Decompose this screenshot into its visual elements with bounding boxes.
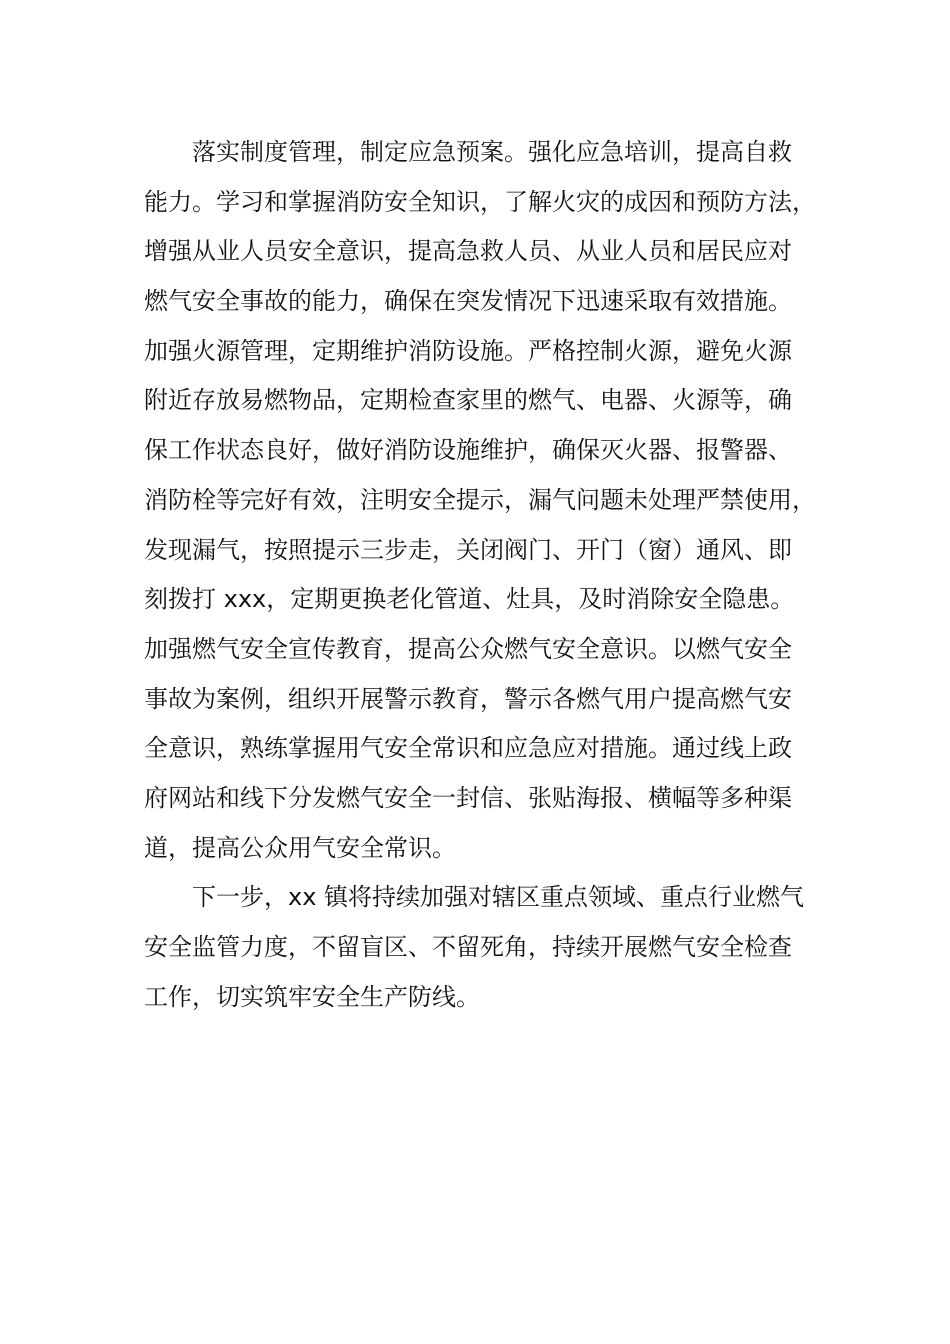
text-line: 府网站和线下分发燃气安全一封信、张贴海报、横幅等多种渠 — [144, 783, 792, 812]
text-line: 工作，切实筑牢安全生产防线。 — [144, 982, 480, 1011]
paragraph-next-steps — [144, 873, 824, 1022]
text-line: 附近存放易燃物品，定期检查家里的燃气、电器、火源等，确 — [144, 386, 792, 415]
text-line: 燃气安全事故的能力，确保在突发情况下迅速采取有效措施。 — [144, 287, 792, 316]
text-line: 刻拨打 xxx，定期更换老化管道、灶具，及时消除安全隐患。 — [144, 585, 795, 614]
text-line: 加强火源管理，定期维护消防设施。严格控制火源，避免火源 — [144, 336, 792, 365]
text-line: 落实制度管理，制定应急预案。强化应急培训，提高自救 — [192, 138, 792, 166]
text-line: 加强燃气安全宣传教育，提高公众燃气安全意识。以燃气安全 — [144, 634, 792, 663]
text-line: 道，提高公众用气安全常识。 — [144, 833, 456, 862]
text-line: 全意识，熟练掌握用气安全常识和应急应对措施。通过线上政 — [144, 734, 792, 763]
text-line: 下一步，xx 镇将持续加强对辖区重点领域、重点行业燃气 — [192, 883, 805, 912]
text-line: 增强从业人员安全意识，提高急救人员、从业人员和居民应对 — [144, 237, 792, 266]
paragraph-safety-measures — [144, 128, 824, 873]
text-line: 消防栓等完好有效，注明安全提示，漏气问题未处理严禁使用， — [144, 485, 816, 514]
text-line: 发现漏气，按照提示三步走，关闭阀门、开门（窗）通风、即 — [144, 535, 792, 564]
text-line: 安全监管力度，不留盲区、不留死角，持续开展燃气安全检查 — [144, 933, 792, 961]
text-line: 保工作状态良好，做好消防设施维护，确保灭火器、报警器、 — [144, 436, 792, 465]
text-line: 事故为案例，组织开展警示教育，警示各燃气用户提高燃气安 — [144, 684, 792, 713]
document-body — [144, 128, 824, 1022]
text-line: 能力。学习和掌握消防安全知识，了解火灾的成因和预防方法， — [144, 187, 816, 216]
